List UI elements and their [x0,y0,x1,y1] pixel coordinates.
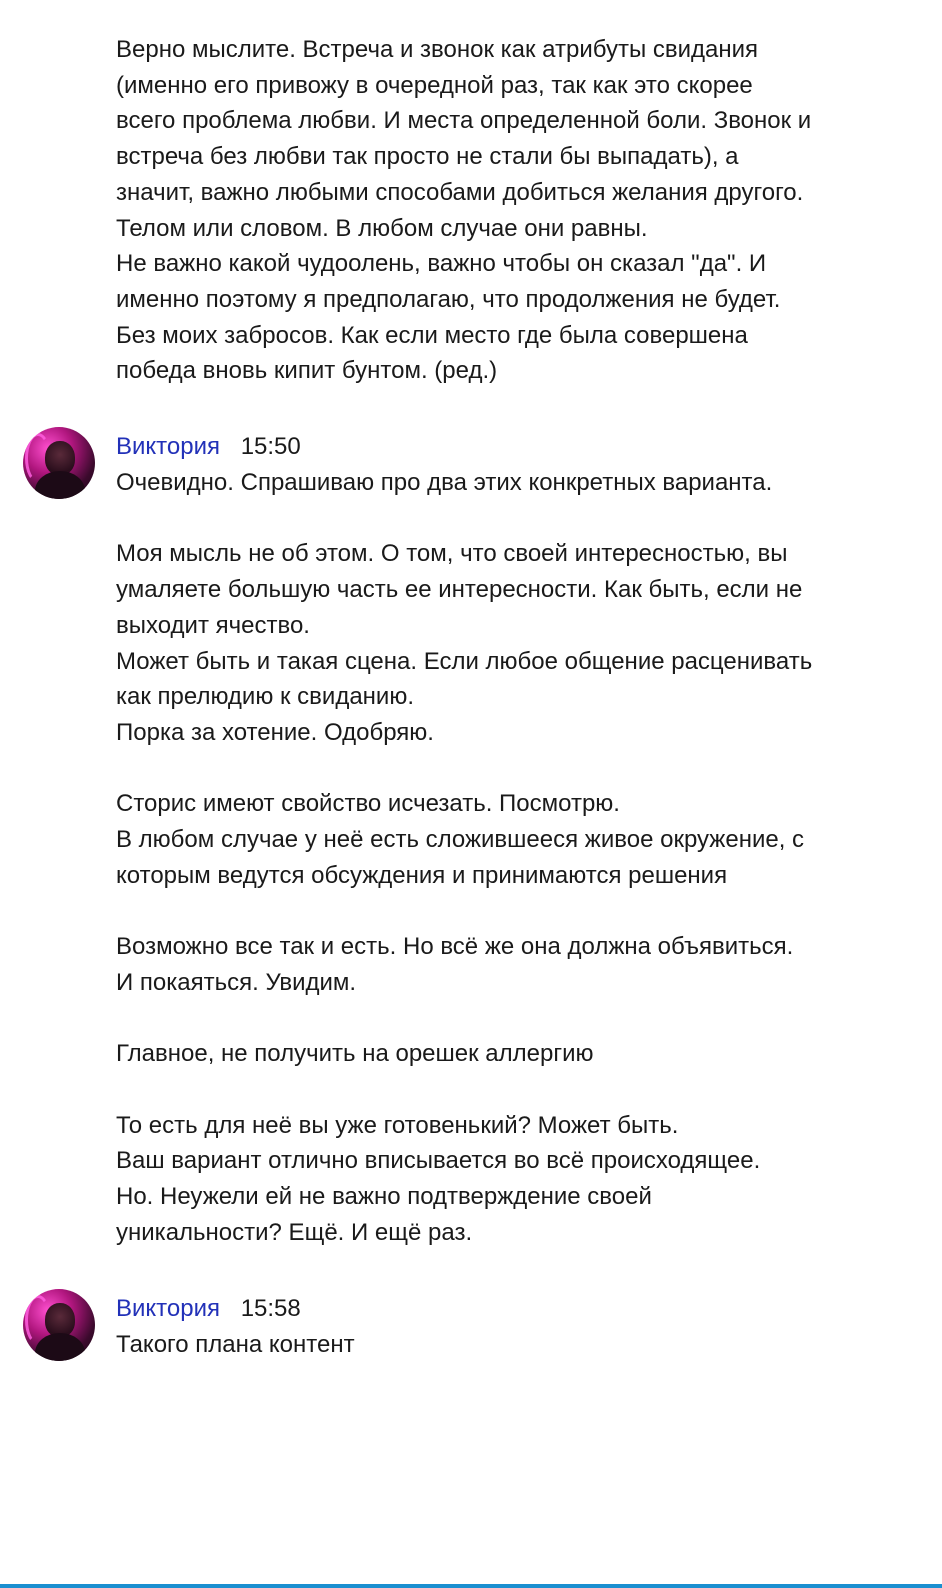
message-timestamp: 15:58 [240,1295,301,1322]
message-header [116,432,301,462]
avatar-body [35,1333,85,1361]
message-text: Верно мыслите. Встреча и звонок как атрибуты свидания (именно его привожу в очередной раз, так как это скорее всего проблема любви. И места определенной боли. Звонок и встреча без любви так просто не стали бы выпадать), а значит, важно любыми способами добиться желания другого. Телом или словом. В любом случае они равны. Не важно какой чудоолень, важно чтобы он сказал "да". И именно поэтому я предполагаю, что продолжения не будет. Без моих забросов. Как если место где была совершена победа вновь кипит бунтом. (ред.) [116,36,812,385]
message-text: Очевидно. Спрашиваю про два этих конкретных варианта. Моя мысль не об этом. О том, что своей интересностью, вы умаляете большую часть ее интересности. Как быть, если не выходит ячество. Может быть и такая сцена. Если любое общение расценивать как прелюдию к свиданию. Порка за хотение. Одобряю. Сторис имеют свойство исчезать. Посмотрю. В любом случае у неё есть сложившееся живое окружение, с которым ведутся обсуждения и принимаются решения Возможно все так и есть. Но всё же она должна объявиться. И покаяться. Увидим. Главное, не получить на орешек аллергию То есть для неё вы уже готовенький? Может быть. Ваш вариант отлично вписывается во всё происходящее. Но. Неужели ей не важно подтверждение своей уникальности? Ещё. И ещё раз. [116,469,813,1246]
author-name[interactable]: Виктория [116,1295,221,1322]
bottom-divider [0,1584,942,1588]
user-avatar[interactable] [23,427,95,499]
author-name[interactable]: Виктория [116,433,221,460]
avatar-head [45,441,75,475]
message-header [116,1294,301,1324]
message-text: Такого плана контент [116,1331,355,1358]
message-timestamp: 15:50 [240,433,301,460]
avatar-body [35,471,85,499]
avatar-head [45,1303,75,1337]
user-avatar[interactable] [23,1289,95,1361]
